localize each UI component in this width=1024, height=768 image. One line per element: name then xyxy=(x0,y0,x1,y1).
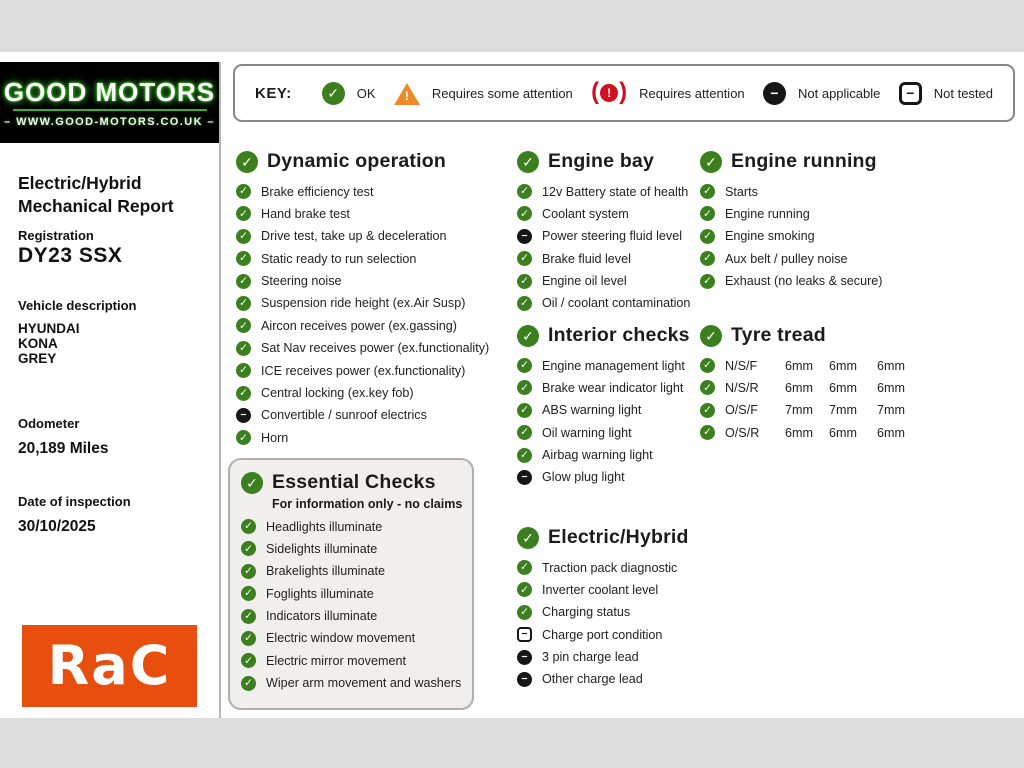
check-item-label: Indicators illuminate xyxy=(266,609,378,624)
check-item-label: N/S/F xyxy=(725,358,758,373)
check-item xyxy=(517,672,689,687)
ok-icon: ✓ xyxy=(236,318,251,333)
ok-icon: ✓ xyxy=(241,653,256,668)
key-legend xyxy=(233,64,1015,122)
check-item xyxy=(517,470,690,485)
check-item-label: Oil warning light xyxy=(542,425,632,440)
odometer-value: 20,189 Miles xyxy=(18,440,109,457)
tread-depth-value: 6mm xyxy=(829,358,857,373)
ok-icon: ✓ xyxy=(700,403,715,418)
check-item-label: Charging status xyxy=(542,605,631,620)
ok-icon: ✓ xyxy=(236,274,251,289)
tread-depth-value: 6mm xyxy=(829,380,857,395)
ok-icon: ✓ xyxy=(517,325,539,347)
check-item xyxy=(591,78,745,105)
na-icon: − xyxy=(763,82,786,105)
check-item xyxy=(236,363,489,378)
ok-icon: ✓ xyxy=(517,296,532,311)
ok-icon: ✓ xyxy=(517,527,539,549)
check-item xyxy=(236,386,489,401)
check-item xyxy=(899,82,993,105)
check-item-label: Brake efficiency test xyxy=(261,184,374,199)
check-item xyxy=(236,184,489,199)
ok-icon: ✓ xyxy=(517,274,532,289)
check-item xyxy=(700,403,911,418)
check-item xyxy=(236,206,489,221)
ok-icon: ✓ xyxy=(241,519,256,534)
section-header xyxy=(517,324,690,347)
check-item xyxy=(517,206,690,221)
tread-depth-value: 6mm xyxy=(877,358,905,373)
na-icon: − xyxy=(517,229,532,244)
key-legend-label: KEY: xyxy=(255,84,292,102)
check-item xyxy=(517,229,690,244)
ok-icon: ✓ xyxy=(517,206,532,221)
inspection-date-label: Date of inspection xyxy=(18,494,131,509)
check-item xyxy=(241,653,472,668)
check-item xyxy=(517,560,689,575)
check-item xyxy=(394,82,573,105)
check-item-label: Suspension ride height (ex.Air Susp) xyxy=(261,296,466,311)
rac-logo-text: RaC xyxy=(47,634,172,697)
check-item-label: Brakelights illuminate xyxy=(266,564,385,579)
ok-icon: ✓ xyxy=(700,206,715,221)
check-item-label: Hand brake test xyxy=(261,206,350,221)
check-item xyxy=(241,586,472,601)
check-item-label: Electric window movement xyxy=(266,631,416,646)
dealer-logo-title: GOOD MOTORS xyxy=(3,77,216,107)
section-header xyxy=(241,471,472,494)
report-title-line1: Electric/Hybrid xyxy=(18,173,142,193)
check-item xyxy=(517,650,689,665)
dealer-logo-underline xyxy=(13,109,207,111)
ok-icon: ✓ xyxy=(236,386,251,401)
check-item xyxy=(236,341,489,356)
check-item-label: Steering noise xyxy=(261,274,342,289)
check-item xyxy=(517,358,690,373)
check-item-label: Requires attention xyxy=(639,85,745,101)
section-items xyxy=(517,358,690,485)
vehicle-description-label: Vehicle description xyxy=(18,298,137,313)
section-title: Tyre tread xyxy=(731,324,826,346)
ok-icon: ✓ xyxy=(236,296,251,311)
ok-icon: ✓ xyxy=(241,586,256,601)
ok-icon: ✓ xyxy=(517,184,532,199)
check-item-label: Horn xyxy=(261,430,289,445)
check-item xyxy=(236,296,489,311)
check-item xyxy=(700,184,883,199)
vehicle-make: HYUNDAI xyxy=(18,321,80,336)
check-item xyxy=(241,676,472,691)
tread-depth-value: 6mm xyxy=(877,425,905,440)
check-item xyxy=(763,82,880,105)
warn-icon: ! xyxy=(394,82,420,105)
registration-label: Registration xyxy=(18,228,94,243)
check-item xyxy=(700,251,883,266)
odometer-label: Odometer xyxy=(18,416,80,431)
key-legend-items xyxy=(322,78,993,105)
check-item-label: Convertible / sunroof electrics xyxy=(261,408,427,423)
ok-icon: ✓ xyxy=(236,430,251,445)
ok-icon: ✓ xyxy=(700,425,715,440)
ok-icon: ✓ xyxy=(236,229,251,244)
na-icon: − xyxy=(517,470,532,485)
check-item-label: Headlights illuminate xyxy=(266,519,383,534)
check-item-label: ABS warning light xyxy=(542,403,642,418)
ok-icon: ✓ xyxy=(517,380,532,395)
vehicle-colour: GREY xyxy=(18,351,57,366)
ok-icon: ✓ xyxy=(700,251,715,266)
not-tested-icon: − xyxy=(899,82,922,105)
check-item-label: Starts xyxy=(725,184,758,199)
check-item-label: 12v Battery state of health xyxy=(542,184,689,199)
rac-logo xyxy=(22,625,197,707)
vehicle-model: KONA xyxy=(18,336,58,351)
section-engine-running xyxy=(700,150,883,296)
section-engine-bay xyxy=(517,150,690,318)
section-essential-checks xyxy=(228,458,474,710)
letterbox-top xyxy=(0,0,1024,52)
check-item-label: Drive test, take up & deceleration xyxy=(261,229,447,244)
check-item xyxy=(517,605,689,620)
check-item-label: Wiper arm movement and washers xyxy=(266,676,462,691)
check-item xyxy=(700,425,911,440)
na-icon: − xyxy=(236,408,251,423)
ok-icon: ✓ xyxy=(517,251,532,266)
check-item xyxy=(700,206,883,221)
section-dynamic-operation xyxy=(236,150,489,453)
check-item-label: Electric mirror movement xyxy=(266,653,406,668)
check-item xyxy=(517,425,690,440)
check-item xyxy=(236,274,489,289)
check-item-label: Brake fluid level xyxy=(542,251,631,266)
section-items xyxy=(236,184,489,445)
dealer-logo xyxy=(0,62,219,143)
tread-depth-value: 6mm xyxy=(785,358,813,373)
not-tested-icon: − xyxy=(517,627,532,642)
tread-depth-value: 6mm xyxy=(877,380,905,395)
check-item-label: ICE receives power (ex.functionality) xyxy=(261,363,466,378)
check-item-label: Engine smoking xyxy=(725,229,815,244)
check-item xyxy=(517,448,690,463)
registration-value: DY23 SSX xyxy=(18,244,123,267)
check-item xyxy=(241,631,472,646)
section-header xyxy=(700,324,911,347)
check-item xyxy=(322,82,376,105)
check-item-label: Sat Nav receives power (ex.functionality) xyxy=(261,341,490,356)
check-item xyxy=(700,380,911,395)
ok-icon: ✓ xyxy=(700,184,715,199)
check-item xyxy=(700,229,883,244)
check-item-label: OK xyxy=(356,85,376,101)
check-item-label: Power steering fluid level xyxy=(542,229,683,244)
ok-icon: ✓ xyxy=(236,206,251,221)
ok-icon: ✓ xyxy=(700,325,722,347)
ok-icon: ✓ xyxy=(700,229,715,244)
check-item xyxy=(241,609,472,624)
section-header xyxy=(517,150,690,173)
section-tyre-tread xyxy=(700,324,911,448)
tread-depth-value: 6mm xyxy=(829,425,857,440)
ok-icon: ✓ xyxy=(517,605,532,620)
na-icon: − xyxy=(517,672,532,687)
ok-icon: ✓ xyxy=(241,676,256,691)
vehicle-description-value xyxy=(18,321,80,366)
section-title: Dynamic operation xyxy=(267,150,446,172)
section-header xyxy=(700,150,883,173)
check-item-label: Other charge lead xyxy=(542,672,643,687)
ok-icon: ✓ xyxy=(236,341,251,356)
section-electric-hybrid xyxy=(517,526,689,694)
na-icon: − xyxy=(517,650,532,665)
check-item xyxy=(241,541,472,556)
check-item-label: Airbag warning light xyxy=(542,448,653,463)
check-item xyxy=(236,229,489,244)
check-item xyxy=(236,408,489,423)
tread-depth-value: 7mm xyxy=(877,403,905,418)
ok-icon: ✓ xyxy=(517,403,532,418)
section-items xyxy=(700,358,911,440)
letterbox-bottom xyxy=(0,718,1024,768)
check-item xyxy=(241,519,472,534)
section-title: Electric/Hybrid xyxy=(548,526,689,548)
check-item-label: 3 pin charge lead xyxy=(542,650,639,665)
ok-icon: ✓ xyxy=(700,274,715,289)
check-item-label: O/S/F xyxy=(725,403,758,418)
check-item xyxy=(236,251,489,266)
section-header xyxy=(236,150,489,173)
ok-icon: ✓ xyxy=(236,363,251,378)
check-item-label: Central locking (ex.key fob) xyxy=(261,386,414,401)
tread-depth-value: 6mm xyxy=(785,380,813,395)
check-item-label: Aux belt / pulley noise xyxy=(725,251,848,266)
ok-icon: ✓ xyxy=(236,251,251,266)
check-item-label: N/S/R xyxy=(725,380,759,395)
section-interior-checks xyxy=(517,324,690,492)
check-item xyxy=(517,380,690,395)
check-item xyxy=(517,582,689,597)
ok-icon: ✓ xyxy=(517,358,532,373)
check-item-label: O/S/R xyxy=(725,425,760,440)
section-items xyxy=(700,184,883,289)
check-item xyxy=(236,430,489,445)
check-item-label: Not applicable xyxy=(798,85,881,101)
check-item-label: Foglights illuminate xyxy=(266,586,374,601)
ok-icon: ✓ xyxy=(236,184,251,199)
check-item-label: Charge port condition xyxy=(542,627,663,642)
check-item-label: Glow plug light xyxy=(542,470,625,485)
check-item xyxy=(236,318,489,333)
ok-icon: ✓ xyxy=(241,472,263,494)
section-title: Interior checks xyxy=(548,324,690,346)
section-title: Engine bay xyxy=(548,150,655,172)
ok-icon: ✓ xyxy=(241,564,256,579)
section-subtitle: For information only - no claims xyxy=(272,497,463,511)
check-item-label: Sidelights illuminate xyxy=(266,541,378,556)
ok-icon: ✓ xyxy=(517,582,532,597)
ok-icon: ✓ xyxy=(241,541,256,556)
ok-icon: ✓ xyxy=(236,151,258,173)
ok-icon: ✓ xyxy=(517,448,532,463)
ok-icon: ✓ xyxy=(241,631,256,646)
ok-icon: ✓ xyxy=(700,380,715,395)
tread-depth-value: 6mm xyxy=(785,425,813,440)
tread-depth-value: 7mm xyxy=(785,403,813,418)
check-item-label: Traction pack diagnostic xyxy=(542,560,678,575)
ok-icon: ✓ xyxy=(241,609,256,624)
check-item xyxy=(700,274,883,289)
alert-icon: ( ! ) xyxy=(591,78,628,105)
ok-icon: ✓ xyxy=(700,358,715,373)
report-title-line2: Mechanical Report xyxy=(18,196,174,216)
dealer-logo-url: – WWW.GOOD-MOTORS.CO.UK – xyxy=(4,116,215,128)
ok-icon: ✓ xyxy=(322,82,345,105)
check-item xyxy=(517,251,690,266)
check-item-label: Oil / coolant contamination xyxy=(542,296,691,311)
check-item-label: Exhaust (no leaks & secure) xyxy=(725,274,883,289)
check-item-label: Inverter coolant level xyxy=(542,582,659,597)
sidebar-divider xyxy=(219,62,221,718)
inspection-date-value: 30/10/2025 xyxy=(18,518,96,535)
tread-depth-value: 7mm xyxy=(829,403,857,418)
check-item xyxy=(241,564,472,579)
check-item-label: Not tested xyxy=(933,85,993,101)
check-item xyxy=(517,627,689,642)
ok-icon: ✓ xyxy=(700,151,722,173)
check-item-label: Engine running xyxy=(725,206,810,221)
check-item-label: Coolant system xyxy=(542,206,629,221)
section-header xyxy=(517,526,689,549)
ok-icon: ✓ xyxy=(517,151,539,173)
check-item xyxy=(517,274,690,289)
section-title: Engine running xyxy=(731,150,877,172)
check-item-label: Brake wear indicator light xyxy=(542,380,684,395)
ok-icon: ✓ xyxy=(517,425,532,440)
ok-icon: ✓ xyxy=(517,560,532,575)
section-items xyxy=(517,184,690,311)
section-items xyxy=(517,560,689,687)
check-item-label: Static ready to run selection xyxy=(261,251,417,266)
check-item-label: Requires some attention xyxy=(431,85,573,101)
section-title: Essential Checks xyxy=(272,471,436,493)
check-item xyxy=(517,184,690,199)
check-item xyxy=(517,296,690,311)
section-items xyxy=(241,519,472,691)
check-item-label: Engine management light xyxy=(542,358,685,373)
check-item-label: Aircon receives power (ex.gassing) xyxy=(261,318,457,333)
check-item xyxy=(517,403,690,418)
check-item xyxy=(700,358,911,373)
check-item-label: Engine oil level xyxy=(542,274,627,289)
report-title xyxy=(18,172,174,218)
